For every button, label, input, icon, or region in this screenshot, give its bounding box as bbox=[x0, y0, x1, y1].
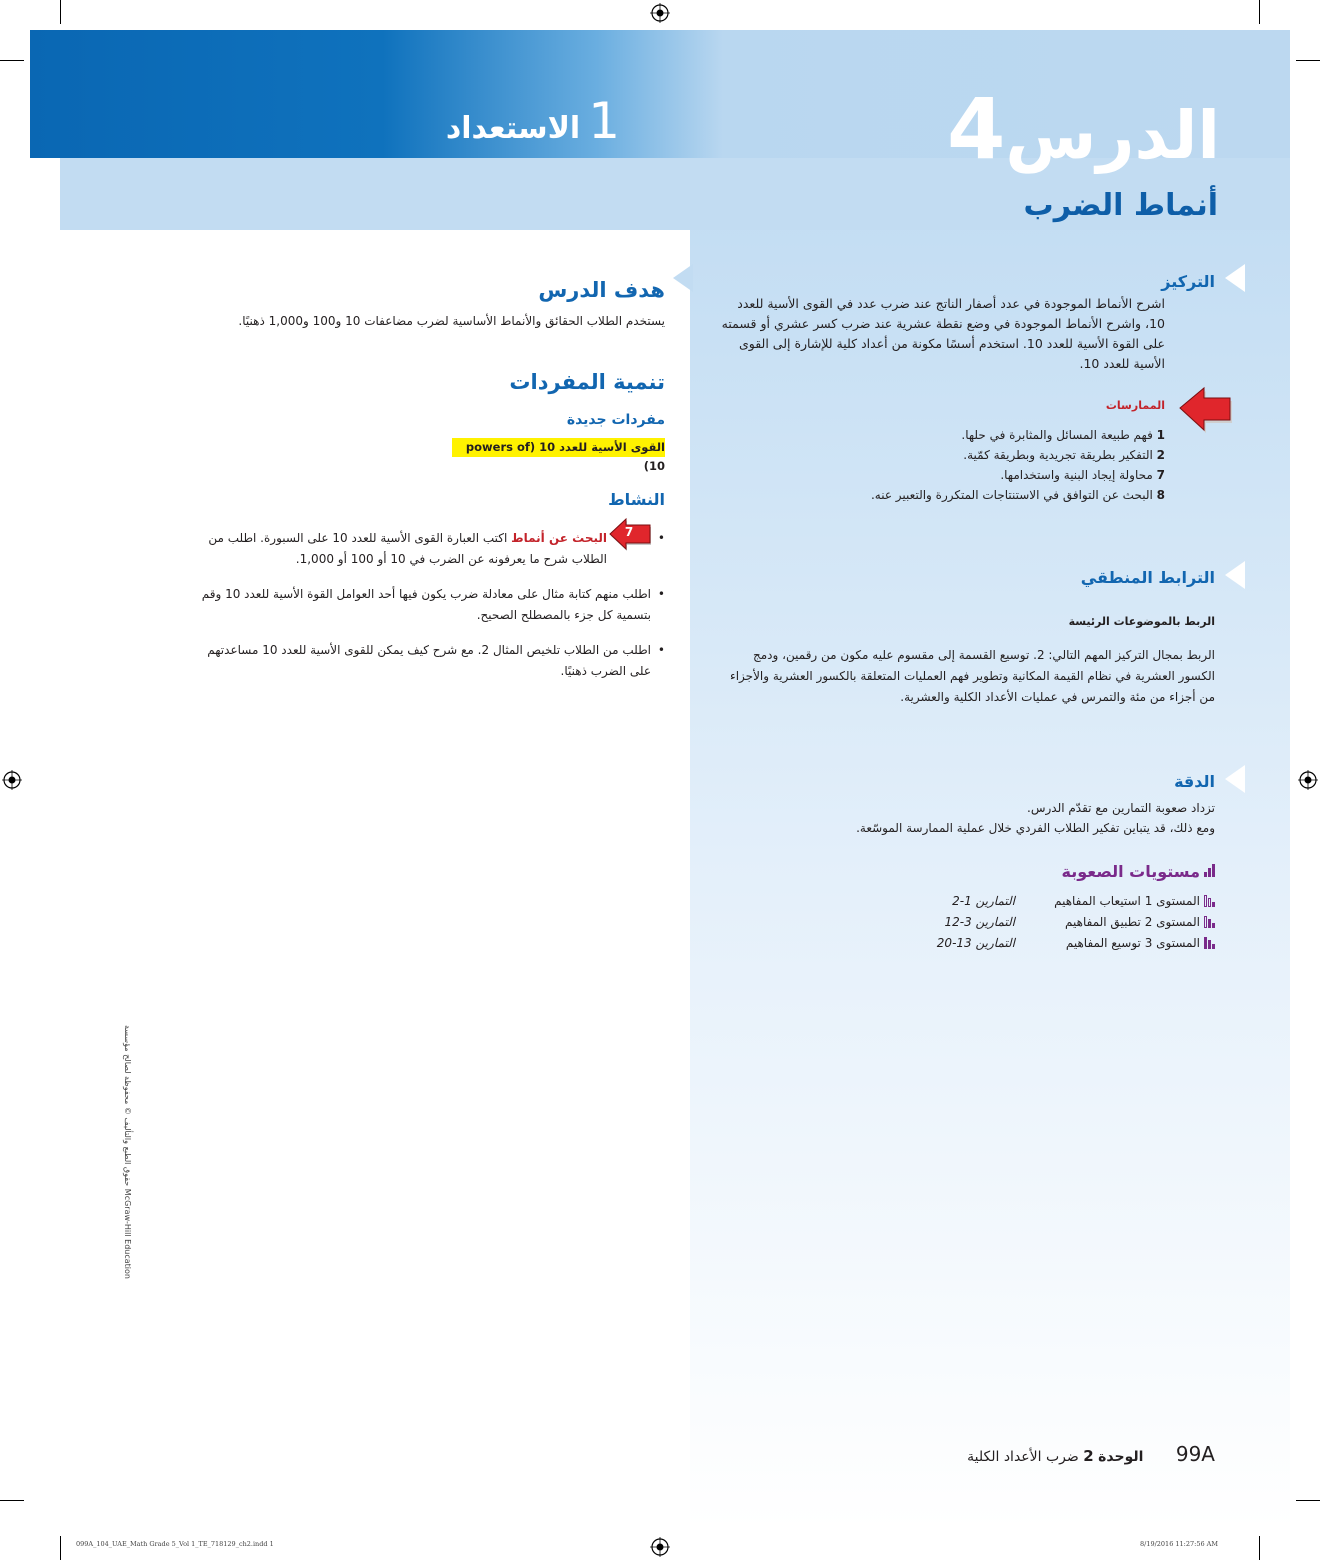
new-vocabulary-heading: مفردات جديدة bbox=[566, 412, 665, 428]
activity-item-text: اطلب من الطلاب تلخيص المثال 2. مع شرح كيف يمكن للقوى الأسية للعدد 10 مساعدتهم على الضرب ذهنيًا. bbox=[207, 643, 651, 678]
practice-number: 7 bbox=[1156, 468, 1165, 482]
level-range: التمارين 3-12 bbox=[944, 914, 1015, 929]
practices-heading: الممارسات bbox=[1105, 399, 1165, 412]
page-number: 99A bbox=[1175, 1442, 1215, 1466]
level-row bbox=[830, 932, 1215, 953]
level-range: التمارين 1-2 bbox=[952, 893, 1015, 908]
practice-item bbox=[800, 448, 1165, 468]
rigor-heading: الدقة bbox=[1174, 772, 1215, 791]
rigor-line-1: تزداد صعوبة التمارين مع تقدّم الدرس. bbox=[1027, 801, 1215, 815]
levels-table bbox=[830, 890, 1215, 953]
readiness-number: 1 bbox=[588, 92, 620, 150]
level-label: المستوى 1 استيعاب المفاهيم bbox=[1054, 893, 1200, 908]
level-label: المستوى 3 توسيع المفاهيم bbox=[1065, 935, 1200, 950]
lesson-word: الدرس bbox=[1005, 97, 1220, 174]
level-range: التمارين 13-20 bbox=[936, 935, 1015, 950]
copyright-credit: حقوق الطبع والتأليف © محفوظة لصالح مؤسسة McGraw-Hill Education bbox=[123, 1025, 132, 1279]
readiness-title bbox=[440, 92, 620, 150]
practice-number: 2 bbox=[1156, 448, 1165, 462]
levels-heading-text: مستويات الصعوبة bbox=[1061, 862, 1200, 881]
activity-heading: النشاط bbox=[608, 490, 665, 509]
lesson-title bbox=[940, 80, 1220, 178]
practice-item bbox=[800, 428, 1165, 448]
level-row bbox=[830, 890, 1215, 911]
focus-text: اشرح الأنماط الموجودة في عدد أصفار الناتج عند ضرب عدد في القوى الأسية للعدد 10، واشرح الأنماط الموجودة في وضع نقطة عشرية عند ضرب كسر عشري أو قسمته على القوة الأسية للعدد 10. استخدم أسسًا مكونة من أعداد كلية للإشارة إلى القوى الأسية للعدد 10. bbox=[721, 296, 1165, 371]
level-1-icon bbox=[1204, 895, 1215, 907]
unit-number: 2 bbox=[1083, 1447, 1094, 1465]
registration-mark-icon bbox=[2, 770, 22, 790]
focus-heading: التركيز bbox=[1161, 272, 1215, 291]
practice-text: التفكير بطريقة تجريدية وبطريقة كمّية. bbox=[963, 448, 1153, 462]
activity-item bbox=[200, 584, 665, 626]
level-label: المستوى 2 تطبيق المفاهيم bbox=[1065, 914, 1200, 929]
section-marker-icon bbox=[1225, 561, 1245, 589]
practice-item bbox=[800, 468, 1165, 488]
lesson-subtitle: أنماط الضرب bbox=[1023, 188, 1218, 223]
activity-item-text: اكتب العبارة القوى الأسية للعدد 10 على السبورة. اطلب من الطلاب شرح ما يعرفونه عن الضرب في 10 أو 100 أو 1,000. bbox=[208, 531, 607, 566]
unit-label: الوحدة bbox=[1098, 1449, 1144, 1465]
rigor-line-2: ومع ذلك، قد يتباين تفكير الطلاب الفردي خلال عملية الممارسة الموسّعة. bbox=[856, 821, 1215, 835]
section-marker-icon bbox=[1225, 765, 1245, 793]
practice-number: 1 bbox=[1156, 428, 1165, 442]
section-marker-icon bbox=[1225, 264, 1245, 292]
page-footer bbox=[940, 1442, 1215, 1466]
bullet: • bbox=[657, 643, 665, 657]
practice-text: فهم طبيعة المسائل والمثابرة في حلها. bbox=[961, 428, 1153, 442]
levels-heading bbox=[1000, 862, 1215, 881]
print-slug-file: 099A_104_UAE_Math Grade 5_Vol 1_TE_718129_ch2.indd 1 bbox=[76, 1540, 274, 1548]
activity-item bbox=[200, 528, 665, 570]
coherence-text: الربط بمجال التركيز المهم التالي: 2. توسيع القسمة إلى مقسوم عليه مكون من رقمين، ودمج الكسور العشرية في نظام القيمة المكانية وتطوير فهم العمليات المتعلقة بالكسور العشرية والأجزاء من أجزاء من مئة والتمرس في عمليات الأعداد الكلية والعشرية. bbox=[730, 648, 1215, 704]
bullet: • bbox=[657, 531, 665, 545]
practice-text: البحث عن التوافق في الاستنتاجات المتكررة والتعبير عنه. bbox=[870, 488, 1153, 502]
activity-item-text: اطلب منهم كتابة مثال على معادلة ضرب يكون فيها أحد العوامل القوة الأسية للعدد 10 وقم بتسمية كل جزء بالمصطلح الصحيح. bbox=[201, 587, 651, 622]
registration-mark-icon bbox=[650, 3, 670, 23]
bullet: • bbox=[657, 587, 665, 601]
activity-item bbox=[200, 640, 665, 682]
lesson-number: 4 bbox=[946, 80, 1006, 178]
registration-mark-icon bbox=[1298, 770, 1318, 790]
readiness-label: الاستعداد bbox=[445, 111, 581, 146]
print-slug-date: 8/19/2016 11:27:56 AM bbox=[1140, 1540, 1219, 1548]
activity-list bbox=[200, 528, 665, 682]
coherence-subheading: الربط بالموضوعات الرئيسة bbox=[1068, 615, 1215, 628]
practice-number: 8 bbox=[1156, 488, 1165, 502]
practice-badge-label: البحث عن أنماط bbox=[511, 531, 607, 545]
level-row bbox=[830, 911, 1215, 932]
coherence-heading: الترابط المنطقي bbox=[1080, 568, 1215, 587]
vocabulary-term: القوى الأسية للعدد 10 (powers of 10) bbox=[452, 438, 665, 457]
practices-arrow-icon bbox=[1178, 386, 1232, 434]
complexity-bars-icon bbox=[1204, 864, 1215, 877]
level-3-icon bbox=[1204, 937, 1215, 949]
unit-title: ضرب الأعداد الكلية bbox=[967, 1449, 1079, 1465]
registration-mark-icon bbox=[650, 1537, 670, 1557]
objective-text: يستخدم الطلاب الحقائق والأنماط الأساسية لضرب مضاعفات 10 و100 و1,000 ذهنيًا. bbox=[238, 314, 665, 328]
practice-text: محاولة إيجاد البنية واستخدامها. bbox=[1000, 468, 1153, 482]
practice-badge-number: 7 bbox=[624, 525, 634, 539]
practices-list bbox=[800, 428, 1165, 508]
objective-heading: هدف الدرس bbox=[538, 278, 665, 302]
level-2-icon bbox=[1204, 916, 1215, 928]
practice-item bbox=[800, 488, 1165, 508]
vocabulary-heading: تنمية المفردات bbox=[509, 370, 665, 394]
section-marker-icon bbox=[673, 264, 693, 292]
